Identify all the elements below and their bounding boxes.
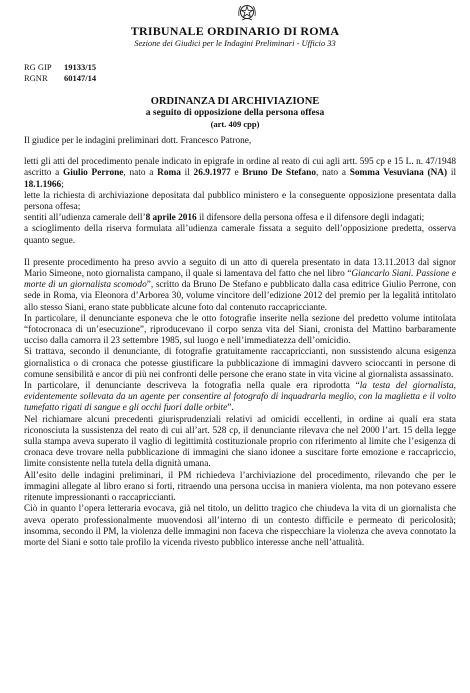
paragraph-letti: letti gli atti del procedimento penale indicato in epigrafe in ordine al reato di cui agli artt. 595 cp e 15 L. n. 47/1948 ascritto a Giulio Perrone, nato a Roma il 26.9.1977 e Bruno De Stefano, nato a Somma Vesuviana (NA) il 18.1.1966; — [24, 157, 457, 190]
court-section: Sezione dei Giudici per le Indagini Preliminari - Ufficio 33 — [134, 38, 336, 48]
court-name: TRIBUNALE ORDINARIO DI ROMA — [130, 24, 340, 38]
judge-line: Il giudice per le indagini preliminari dott. Francesco Patrone, — [24, 136, 252, 146]
document-body — [24, 136, 456, 549]
rg-gip-line — [24, 62, 96, 73]
rgnr-label: RGNR — [24, 73, 48, 83]
paragraph-sentiti: sentiti all’udienza camerale dell’8 aprile 2016 il difensore della persona offesa e il difensore degli indagati; — [24, 213, 425, 224]
rg-gip-label: RG GIP — [24, 62, 52, 72]
paragraph-pm-richiesta: All’esito delle indagini preliminari, il PM richiedeva l’archiviazione del procedimento, rilevando che per le immagini allegate al libro erano si forti, ritraendo una persona uccisa in maniera violenta, ma non potevano essere ritenute impressionanti o raccapriccianti. — [24, 470, 456, 504]
title-line-2: a seguito di opposizione della persona offesa — [145, 108, 325, 118]
paragraph-fotografie: In particolare, il denunciante esponeva che le otto fotografie inserite nella sezione del predetto volume intitolata “fotocronaca di un’esecuzione”, riproducevano il corpo senza vita del Siani, cronista del Mattino barbaramente ucciso dalla camorra il 23 settembre 1985, sul luogo e nell’immediatezza dell’omicidio. — [24, 313, 456, 347]
paragraph-raccapriccianti: Si trattava, secondo il denunciante, di fotografie gratuitamente raccapriccianti, non sussistendo alcuna esigenza giornalistica o di cronaca che potesse giustificare la pubblicazione di immagini davvero scioccanti in persone di comune sensibilità e ancor di più nei confronti delle persone che erano state in vita vicine al giornalista assassinato. — [24, 347, 456, 380]
paragraph-precedenti: Nel richiamare alcuni precedenti giurisprudenziali relativi ad omicidi eccellenti, in ordine ai quali era stata riconosciuta la sussistenza del reato di cui all’art. 528 cp, il denunciante rilevava che nel 2000 l’art. 15 della legge sulla stampa aveva superato il vaglio di legittimità costituzionale proprio con riferimento al limite che l’esigenza di cronaca deve trovare nella pubblicazione di immagini che siano idonee a suscitare forte emozione e raccapriccio, limite consistente nella tutela della dignità umana. — [24, 414, 456, 470]
paragraph-lette: lette la richiesta di archiviazione depositata dal pubblico ministero e la conseguente opposizione presentata dalla persona offesa; — [24, 190, 456, 213]
italian-republic-emblem-icon — [236, 2, 258, 22]
paragraph-descrizione: In particolare, il denunciante descriveva la fotografia nella quale era riprodotta “la testa del giornalista, evidentemente sollevata da un agente per consentire al fotografo di inquadrarla meglio, con la maglietta e il volto tumefatto rigati di sangue e gli occhi fuori dalle orbite”. — [24, 381, 456, 414]
paragraph-opera-letteraria: Ciò in quanto l’opera letteraria evocava, già nel titolo, un delitto tragico che chiudeva la vita di un giornalista che aveva operato professionalmente muovendosi all’interno di un contesto difficile e permeato di pericolosità; insomma, secondo il PM, la violenza delle immagini non faceva che rispecchiare la violenza che aveva connotato la morte del Siani e sotto tale profilo la vicenda rivesto pubblico interesse anche nell’attualità. — [24, 504, 456, 548]
paragraph-querela: Il presente procedimento ha preso avvio a seguito di un atto di querela presentato in data 13.11.2013 dal signor Mario Simeone, noto giornalista campano, il quale si lamentava del fatto che nel libro “Giancarlo Siani. Passione e morte di un giornalista scomodo”, scritto da Bruno De Stefano e pubblicato dalla casa editrice Giulio Perrone, con sede in Roma, via Eleonora d’Arborea 30, volume vincitore dell’edizione 2012 del premio per la legalità intitolato allo stesso Siani, erano state pubblicate alcune foto dal contenuto raccapricciante. — [24, 257, 456, 313]
paragraph-scioglimento: a scioglimento della riserva formulata all’udienza camerale fissata a seguito dell’opposizione predetta, osserva quanto segue. — [24, 224, 456, 246]
rgnr-line — [24, 73, 96, 84]
title-line-3: (art. 409 cpp) — [210, 119, 260, 129]
registry-numbers — [24, 62, 96, 84]
rg-gip-value: 19133/15 — [64, 62, 97, 72]
document-title — [0, 96, 470, 129]
title-line-1: ORDINANZA DI ARCHIVIAZIONE — [150, 96, 320, 107]
rgnr-value: 60147/14 — [64, 73, 97, 83]
